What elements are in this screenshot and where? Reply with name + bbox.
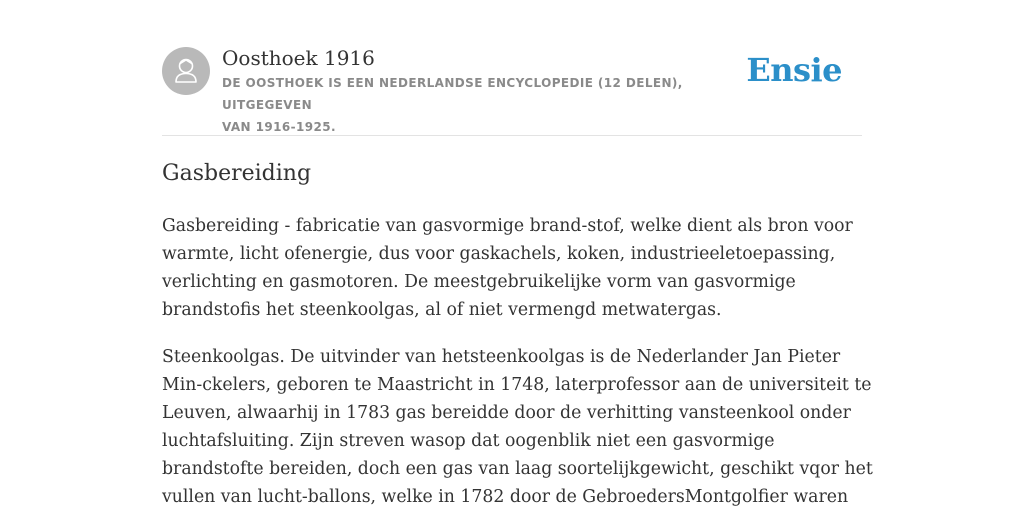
user-icon: [162, 47, 210, 95]
paragraph-line: vullen van lucht-ballons, welke in 1782 door de GebroedersMontgolfier waren: [162, 487, 849, 507]
paragraph-line: Steenkoolgas. De uitvinder van hetsteenkoolgas is de Nederlander Jan Pieter: [162, 347, 841, 367]
source-description-line: VAN 1916-1925.: [222, 120, 336, 134]
paragraph-line: brandstofte bereiden, doch een gas van laag soortelijkgewicht, geschikt vqor het: [162, 459, 873, 479]
paragraph-line: verlichting en gasmotoren. De meestgebruikelijke vorm van gasvormige: [162, 272, 796, 292]
source-avatar[interactable]: [162, 47, 210, 95]
source-header: [162, 0, 862, 136]
source-description-line: DE OOSTHOEK IS EEN NEDERLANDSE ENCYCLOPEDIE (12 DELEN), UITGEGEVEN: [222, 76, 683, 112]
paragraph-line: Min-ckelers, geboren te Maastricht in 1748, laterprofessor aan de universiteit te: [162, 375, 872, 395]
source-title[interactable]: Oosthoek 1916: [222, 46, 375, 70]
ensie-logo[interactable]: Ensie: [746, 51, 842, 89]
article-title: Gasbereiding: [162, 161, 312, 186]
paragraph-line: Leuven, alwaarhij in 1783 gas bereidde door de verhitting vansteenkool onder: [162, 403, 851, 423]
paragraph-line: Gasbereiding - fabricatie van gasvormige brand-stof, welke dient als bron voor: [162, 216, 853, 236]
content-container: [162, 0, 873, 507]
article-paragraph: [162, 212, 862, 324]
article-paragraph: [162, 343, 873, 511]
paragraph-line: brandstofis het steenkoolgas, al of niet vermengd metwatergas.: [162, 300, 722, 320]
paragraph-line: luchtafsluiting. Zijn streven wasop dat oogenblik niet een gasvormige: [162, 431, 775, 451]
paragraph-line: warmte, licht ofenergie, dus voor gaskachels, koken, industrieeletoepassing,: [162, 244, 836, 264]
source-description: [222, 72, 762, 138]
